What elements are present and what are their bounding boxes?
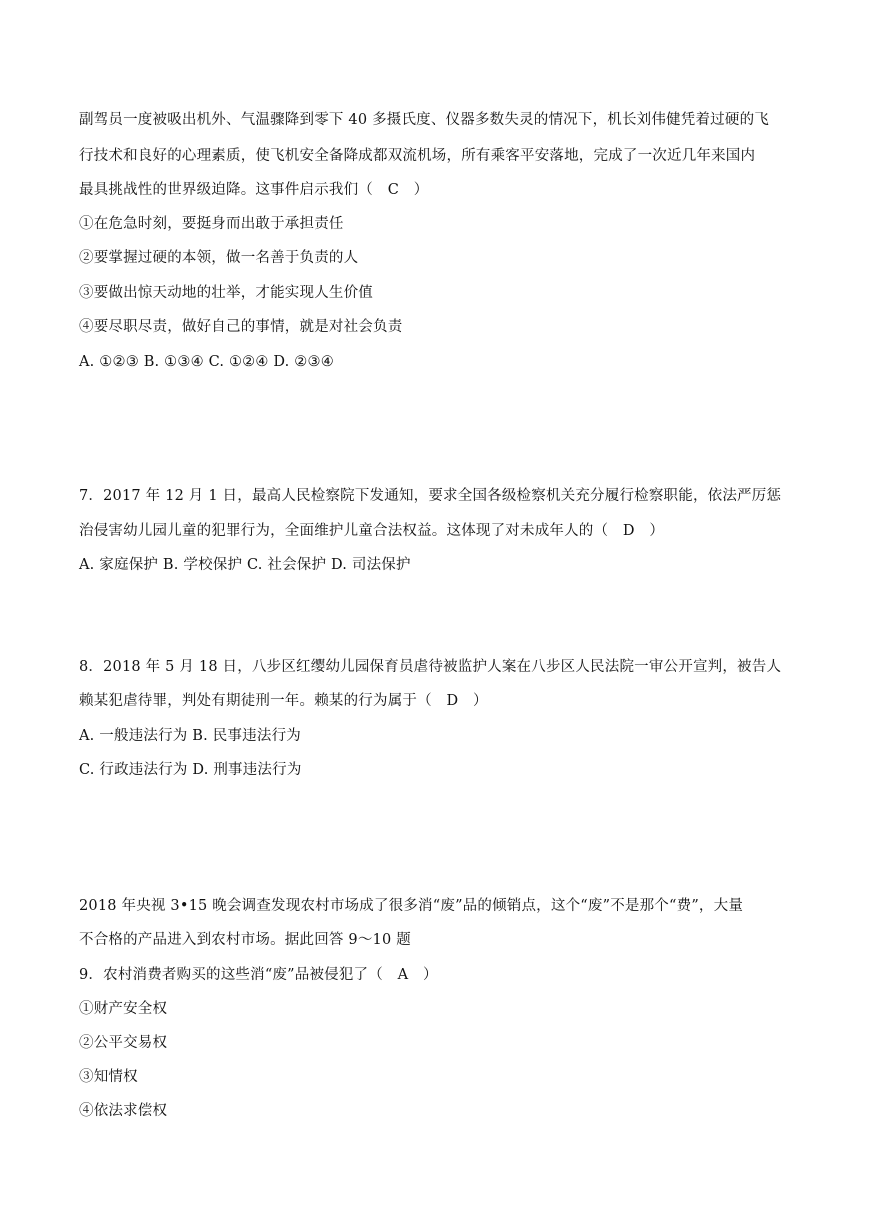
q6-item-3: ③要做出惊天动地的壮举，才能实现人生价值: [79, 285, 373, 301]
q6-stem-line-3: 最具挑战性的世界级迫降。这事件启示我们（ C ）: [79, 182, 429, 198]
q9-item-2: ②公平交易权: [79, 1035, 168, 1051]
q7-stem-line-2: 治侵害幼儿园儿童的犯罪行为，全面维护儿童合法权益。这体现了对未成年人的（ D ）: [79, 523, 665, 539]
q6-options: A. ①②③ B. ①③④ C. ①②④ D. ②③④: [79, 354, 334, 370]
q8-stem-line-1: 8．2018 年 5 月 18 日，八步区红缨幼儿园保育员虐待被监护人案在八步区人民法院一审公开宣判，被告人: [79, 659, 782, 675]
q7-stem-line-1: 7．2017 年 12 月 1 日，最高人民检察院下发通知，要求全国各级检察机关充分履行检察职能，依法严厉惩: [79, 488, 782, 504]
q8-options-1: A. 一般违法行为 B. 民事违法行为: [79, 728, 301, 744]
q6-item-4: ④要尽职尽责，做好自己的事情，就是对社会负责: [79, 319, 403, 335]
q7-options: A. 家庭保护 B. 学校保护 C. 社会保护 D. 司法保护: [79, 557, 411, 573]
q6-item-1: ①在危急时刻，要挺身而出敢于承担责任: [79, 216, 344, 232]
intro-line-2: 不合格的产品进入到农村市场。据此回答 9～10 题: [79, 932, 411, 948]
q9-stem: 9．农村消费者购买的这些消“废”品被侵犯了（ A ）: [79, 967, 438, 983]
q9-item-4: ④依法求偿权: [79, 1103, 168, 1119]
q8-options-2: C. 行政违法行为 D. 刑事违法行为: [79, 762, 302, 778]
q6-item-2: ②要掌握过硬的本领，做一名善于负责的人: [79, 250, 359, 266]
q6-stem-line-2: 行技术和良好的心理素质，使飞机安全备降成都双流机场，所有乘客平安落地，完成了一次近几年来国内: [79, 148, 756, 164]
q8-stem-line-2: 赖某犯虐待罪，判处有期徒刑一年。赖某的行为属于（ D ）: [79, 693, 488, 709]
q6-stem-line-1: 副驾员一度被吸出机外、气温骤降到零下 40 多摄氏度、仪器多数失灵的情况下，机长刘伟健凭着过硬的飞: [79, 112, 769, 128]
q9-item-1: ①财产安全权: [79, 1001, 168, 1017]
intro-line-1: 2018 年央视 3•15 晚会调查发现农村市场成了很多消“废”品的倾销点，这个“废”不是那个“费”，大量: [79, 898, 744, 914]
q9-item-3: ③知情权: [79, 1069, 138, 1085]
